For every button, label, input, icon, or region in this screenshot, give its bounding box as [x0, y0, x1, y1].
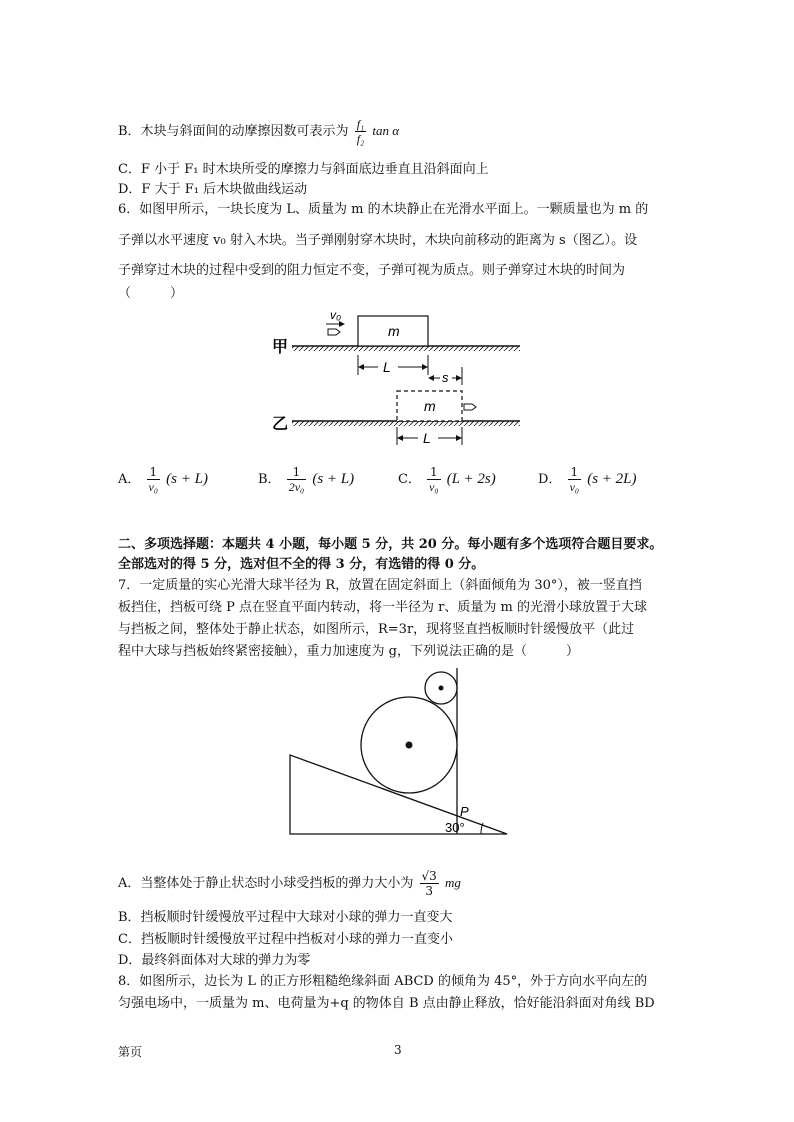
- q8-stem-line1: 8．如图所示，边长为 L 的正方形粗糙绝缘斜面 ABCD 的倾角为 45°，外于方向水平向左的: [118, 974, 648, 989]
- q5-option-b: [118, 117, 399, 146]
- dim-arrowhead: [456, 435, 462, 441]
- L-top-label: L: [383, 359, 391, 375]
- footer-label: 第页: [118, 1045, 143, 1059]
- q6-stem-line1: 6．如图甲所示，一块长度为 L、质量为 m 的木块静止在光滑水平面上。一颗质量也为 m 的: [118, 202, 649, 217]
- bullet-top: [328, 329, 340, 335]
- ground-bottom-hatch: [292, 421, 520, 426]
- big-ball-center: [406, 742, 413, 749]
- fraction-denominator: v₀: [569, 480, 580, 494]
- fraction-numerator: f₁: [356, 117, 365, 131]
- fraction-numerator: √3: [421, 869, 437, 883]
- q6-option-a: [118, 465, 208, 494]
- fraction-denominator: 2v₀: [288, 480, 305, 494]
- option-fraction: [568, 465, 582, 494]
- fraction-numerator: 1: [287, 465, 307, 480]
- q7-option-c: C．挡板顺时针缓慢放平过程中挡板对小球的弹力一直变小: [118, 932, 453, 947]
- q7-option-a-tail: mg: [444, 875, 461, 890]
- small-ball-center: [439, 686, 444, 691]
- dim-arrowhead: [456, 375, 462, 381]
- fraction-denominator: v₀: [148, 480, 159, 494]
- q6-stem-line4: （ ）: [118, 286, 184, 301]
- section2-heading-line2: 全部选对的得 5 分，选对但不全的得 3 分，有选错的得 0 分。: [118, 557, 485, 572]
- q6-stem-line3: 子弹穿过木块的过程中受到的阻力恒定不变，子弹可视为质点。则子弹穿过木块的时间为: [118, 263, 626, 278]
- pivot-label: P: [460, 804, 469, 819]
- figure-label-jia: 甲: [272, 339, 289, 356]
- q7-option-a-fraction: [420, 869, 439, 898]
- figure-label-yi: 乙: [272, 416, 289, 433]
- q7-option-a: [118, 869, 461, 898]
- fraction-denominator: 3: [425, 884, 433, 898]
- fraction-denominator: v₀: [429, 480, 439, 494]
- q7-option-b: B．挡板顺时针缓慢放平过程中大球对小球的弹力一直变大: [118, 910, 453, 925]
- option-expression: (L + 2s): [446, 471, 496, 487]
- fraction-numerator: 1: [147, 465, 161, 480]
- q6-option-b: [258, 465, 354, 494]
- q7-option-a-text: A．当整体处于静止状态时小球受挡板的弹力大小为: [118, 876, 414, 891]
- q7-stem-line3: 与挡板之间，整体处于静止状态，如图所示，R=3r，现将竖直挡板顺时针缓慢放平（此过: [118, 622, 635, 637]
- q7-option-d: D．最终斜面体对大球的弹力为零: [118, 953, 311, 968]
- option-expression: (s + L): [312, 471, 355, 487]
- option-expression: (s + L): [166, 471, 208, 487]
- q6-option-c: [398, 465, 496, 494]
- dim-arrowhead: [428, 375, 434, 381]
- fraction-denominator: f₂: [356, 132, 365, 146]
- fraction-numerator: 1: [427, 465, 441, 480]
- q5-option-b-tail: tan α: [372, 123, 400, 138]
- dim-arrowhead: [422, 364, 428, 370]
- option-fraction: [147, 465, 161, 494]
- block-top-label: m: [388, 323, 400, 339]
- q6-figure: [270, 305, 530, 450]
- angle-label: 30°: [445, 820, 465, 835]
- q6-stem-line2: 子弹以水平速度 v₀ 射入木块。当子弹刚射穿木块时，木块向前移动的距离为 s（图乙）。设: [118, 233, 638, 248]
- q6-option-d: [538, 465, 637, 494]
- option-label: D．: [538, 472, 562, 487]
- dim-arrowhead: [397, 435, 403, 441]
- q7-figure: [285, 668, 515, 843]
- s-label: s: [442, 370, 449, 385]
- q5-option-c: C．F 小于 F₁ 时木块所受的摩擦力与斜面底边垂直且沿斜面向上: [118, 162, 489, 177]
- option-fraction: [287, 465, 307, 494]
- page-number: 3: [394, 1043, 402, 1057]
- block-bottom-label: m: [424, 398, 436, 414]
- bullet-bottom: [464, 404, 476, 410]
- fraction-numerator: 1: [568, 465, 582, 480]
- q8-stem-line2: 匀强电场中，一质量为 m、电荷量为+q 的物体自 B 点由静止释放，恰好能沿斜面对角线 BD: [118, 996, 655, 1011]
- option-label: C．: [398, 472, 421, 487]
- option-fraction: [427, 465, 441, 494]
- v0-label: v₀: [330, 308, 342, 322]
- q7-stem-line2: 板挡住，挡板可绕 P 点在竖直平面内转动，将一半径为 r、质量为 m 的光滑小球放置于大球: [118, 600, 647, 615]
- q7-stem-line1: 7．一定质量的实心光滑大球半径为 R，放置在固定斜面上（斜面倾角为 30°），被一竖直挡: [118, 578, 642, 593]
- section2-heading-line1: 二、多项选择题：本题共 4 小题，每小题 5 分，共 20 分。每小题有多个选项符合题目要求。: [118, 537, 663, 552]
- q5-option-b-text: B．木块与斜面间的动摩擦因数可表示为: [118, 124, 349, 139]
- q7-stem-line4: 程中大球与挡板始终紧密接触），重力加速度为 g，下列说法正确的是（ ）: [118, 644, 579, 659]
- q5-option-b-fraction: [355, 117, 367, 146]
- q5-option-d: D．F 大于 F₁ 后木块做曲线运动: [118, 182, 308, 197]
- dim-arrowhead: [358, 364, 364, 370]
- option-expression: (s + 2L): [587, 471, 637, 487]
- option-label: A．: [118, 472, 141, 487]
- L-bottom-label: L: [423, 430, 431, 446]
- ground-top-hatch: [292, 346, 520, 351]
- option-label: B．: [258, 472, 281, 487]
